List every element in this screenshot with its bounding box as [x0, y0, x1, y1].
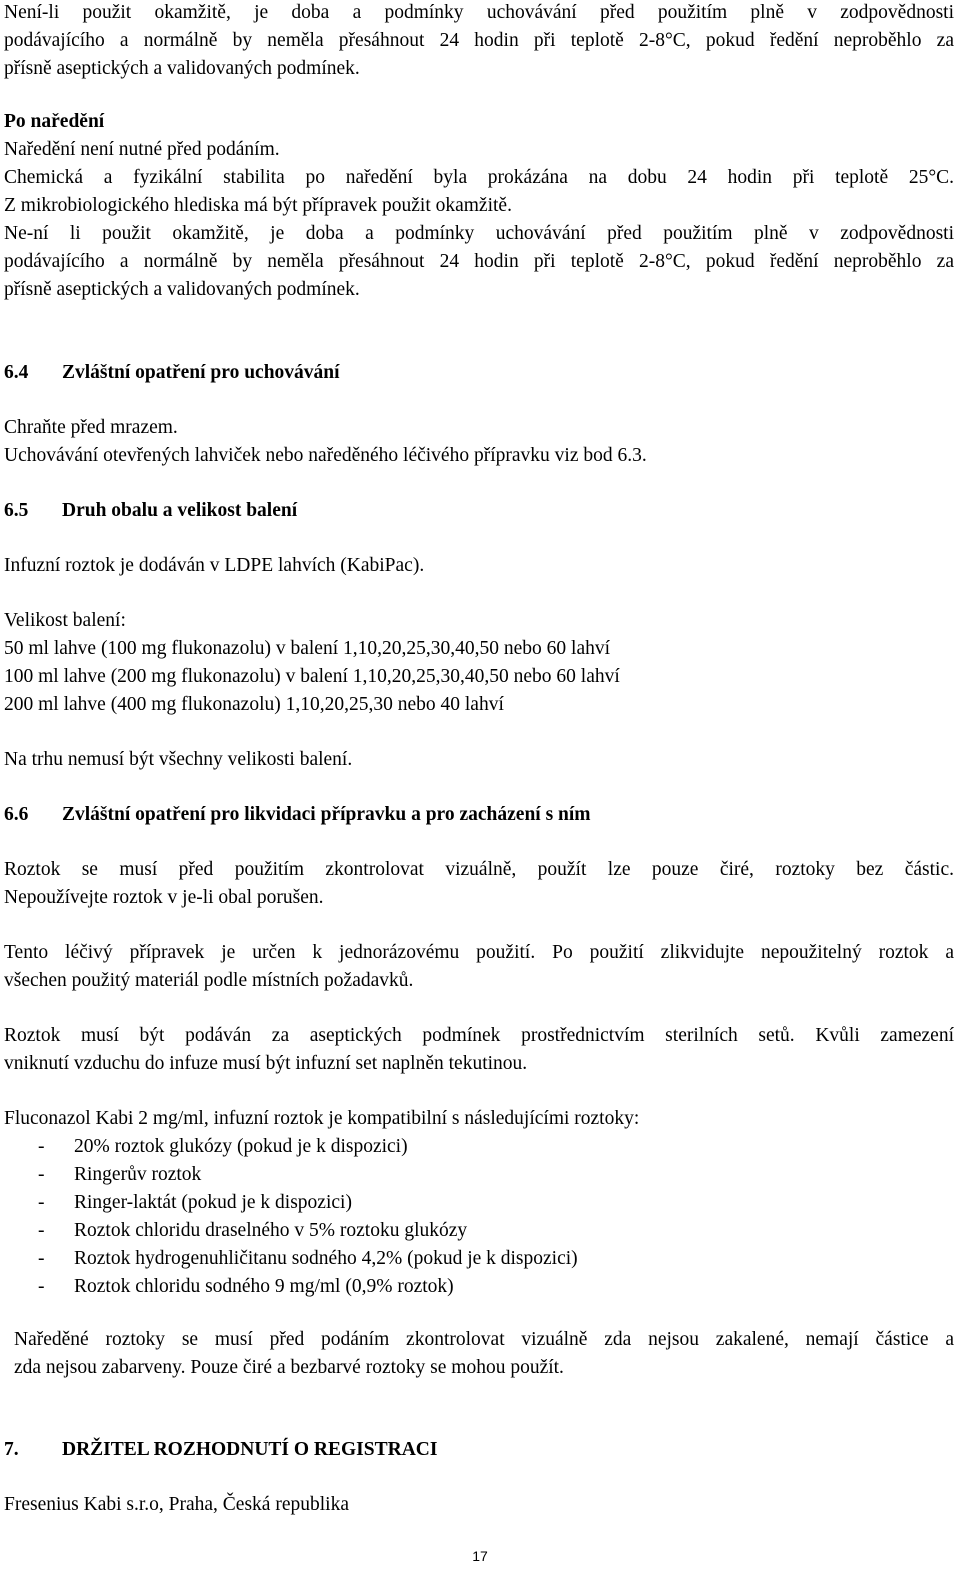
- text-line: Naředěné roztoky se musí před podáním zkontrolovat vizuálně zda nejsou zakalené, nemají částice a: [14, 1329, 954, 1350]
- text-line: Tento léčivý přípravek je určen k jednorázovému použití. Po použití zlikvidujte nepoužitelný roztok a: [4, 942, 954, 963]
- pack-sizes-note: Na trhu nemusí být všechny velikosti balení.: [4, 749, 353, 770]
- text-line: podávajícího a normálně by neměla přesáhnout 24 hodin při teplotě 2-8°C, pokud ředění neproběhlo za: [4, 251, 954, 272]
- section-6-5-heading: [4, 497, 954, 525]
- aseptic-paragraph: [4, 1022, 954, 1078]
- section-number: 6.5: [4, 500, 29, 521]
- section-title: Zvláštní opatření pro likvidaci přípravku a pro zacházení s ním: [62, 804, 591, 825]
- section-6-4-body: [4, 414, 954, 470]
- section-title: Zvláštní opatření pro uchovávání: [62, 362, 340, 383]
- pack-size-line: 200 ml lahve (400 mg flukonazolu) 1,10,20,25,30 nebo 40 lahví: [4, 694, 504, 715]
- after-dilution-heading: Po naředění: [4, 111, 105, 132]
- diluted-check-paragraph: [14, 1326, 954, 1382]
- text-line: Nepoužívejte roztok v je-li obal porušen.: [4, 887, 324, 908]
- section-title: Druh obalu a velikost balení: [62, 500, 298, 521]
- list-item: - Roztok chloridu draselného v 5% roztoku glukózy: [38, 1220, 468, 1241]
- text-line: Uchovávání otevřených lahviček nebo naředěného léčivého přípravku viz bod 6.3.: [4, 445, 647, 466]
- visual-check-paragraph: [4, 856, 954, 912]
- text-line: Ne-ní li použit okamžitě, je doba a podmínky uchovávání před použitím plně v zodpovědnosti: [4, 223, 954, 244]
- compatibility-intro: Fluconazol Kabi 2 mg/ml, infuzní roztok je kompatibilní s následujícími roztoky:: [4, 1108, 640, 1129]
- text-line: podávajícího a normálně by neměla přesáhnout 24 hodin při teplotě 2-8°C, pokud ředění neproběhlo za: [4, 30, 954, 51]
- text-line: Roztok se musí před použitím zkontrolovat vizuálně, použít lze pouze čiré, roztoky bez částic.: [4, 859, 954, 880]
- text-line: všechen použitý materiál podle místních požadavků.: [4, 970, 414, 991]
- compatibility-block: [4, 1105, 954, 1301]
- section-7-heading: [4, 1436, 954, 1464]
- section-number: 6.4: [4, 362, 29, 383]
- text-line: zda nejsou zabarveny. Pouze čiré a bezbarvé roztoky se mohou použít.: [14, 1357, 564, 1378]
- pack-sizes: [4, 607, 954, 719]
- container-description: Infuzní roztok je dodáván v LDPE lahvích (KabiPac).: [4, 555, 425, 576]
- pack-sizes-label: Velikost balení:: [4, 610, 126, 631]
- marketing-authorisation-holder: Fresenius Kabi s.r.o, Praha, Česká republika: [4, 1494, 349, 1515]
- text-line: přísně aseptických a validovaných podmínek.: [4, 279, 360, 300]
- text-line: Chemická a fyzikální stabilita po naředění byla prokázána na dobu 24 hodin při teplotě 25°C.: [4, 167, 954, 188]
- list-item: - Ringer-laktát (pokud je k dispozici): [38, 1192, 352, 1213]
- text-line: Z mikrobiologického hlediska má být přípravek použit okamžitě.: [4, 195, 512, 216]
- list-item: - 20% roztok glukózy (pokud je k dispozici): [38, 1136, 408, 1157]
- section-number: 6.6: [4, 804, 29, 825]
- page-number: 17: [472, 1548, 488, 1564]
- pack-size-line: 50 ml lahve (100 mg flukonazolu) v balení 1,10,20,25,30,40,50 nebo 60 lahví: [4, 638, 611, 659]
- section-6-4-heading: [4, 359, 954, 387]
- single-use-paragraph: [4, 939, 954, 995]
- section-number: 7.: [4, 1439, 19, 1460]
- text-line: Není-li použit okamžitě, je doba a podmínky uchovávání před použitím plně v zodpovědnosti: [4, 2, 954, 23]
- text-line: Roztok musí být podáván za aseptických podmínek prostřednictvím sterilních setů. Kvůli zamezení: [4, 1025, 954, 1046]
- storage-paragraph-1: [4, 0, 954, 83]
- section-6-6-heading: [4, 801, 954, 829]
- list-item: - Roztok hydrogenuhličitanu sodného 4,2% (pokud je k dispozici): [38, 1248, 578, 1269]
- section-title: DRŽITEL ROZHODNUTÍ O REGISTRACI: [62, 1439, 438, 1460]
- text-line: Chraňte před mrazem.: [4, 417, 178, 438]
- text-line: vniknutí vzduchu do infuze musí být infuzní set naplněn tekutinou.: [4, 1053, 528, 1074]
- text-line: přísně aseptických a validovaných podmínek.: [4, 58, 360, 79]
- text-line: Naředění není nutné před podáním.: [4, 139, 280, 160]
- after-dilution-paragraph: [4, 136, 954, 304]
- list-item: - Roztok chloridu sodného 9 mg/ml (0,9% roztok): [38, 1276, 454, 1297]
- pack-size-line: 100 ml lahve (200 mg flukonazolu) v balení 1,10,20,25,30,40,50 nebo 60 lahví: [4, 666, 620, 687]
- list-item: - Ringerův roztok: [38, 1164, 202, 1185]
